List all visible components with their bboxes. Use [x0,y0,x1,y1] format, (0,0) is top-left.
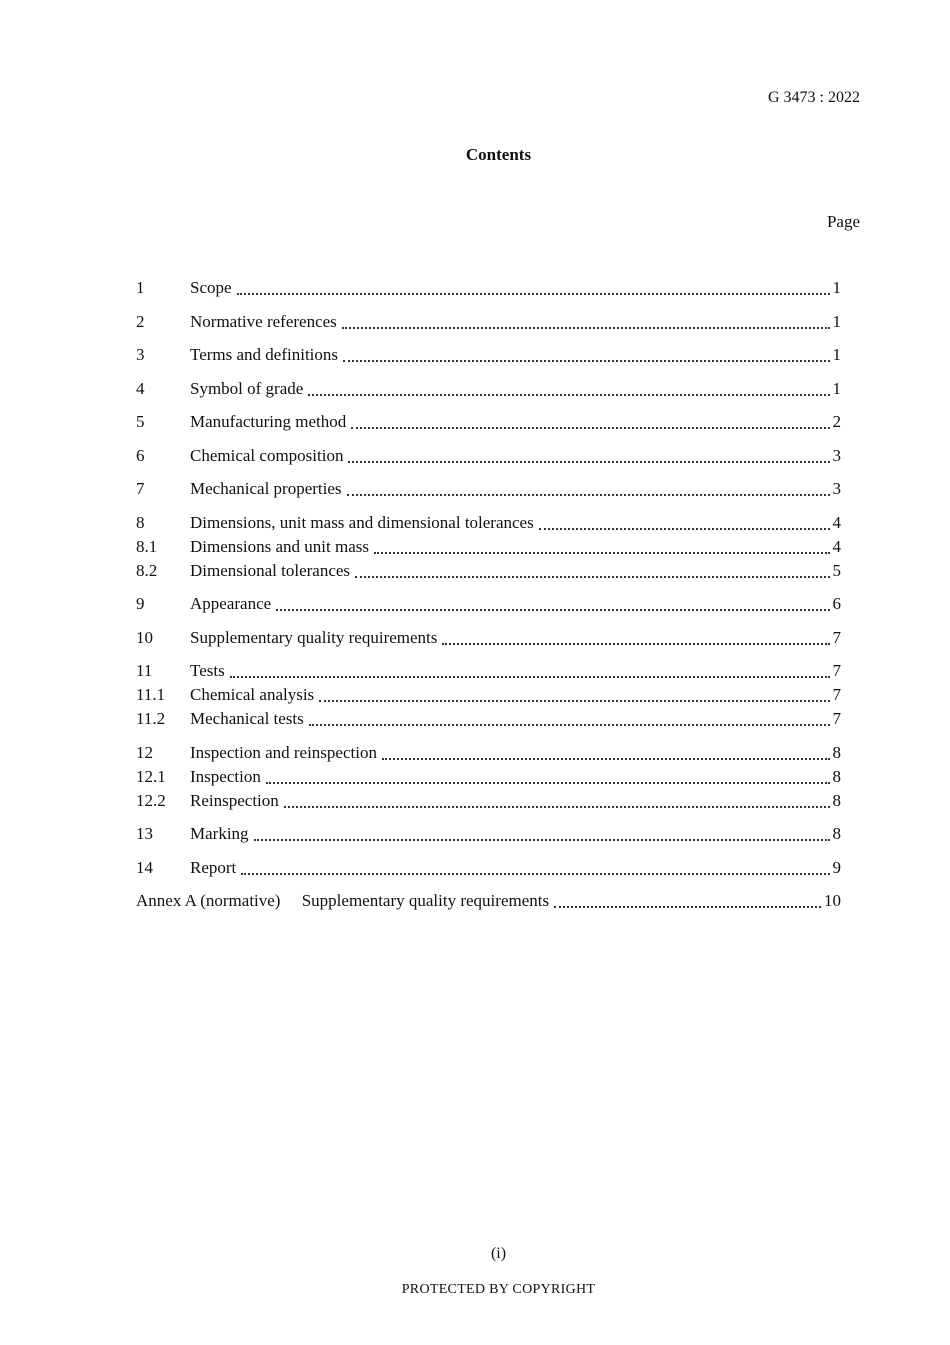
toc-entry[interactable] [136,789,841,813]
toc-entry[interactable] [136,276,841,300]
toc-entry-title: Annex A (normative) Supplementary quality requirements [136,891,550,910]
toc-entry-page: 8 [832,790,841,810]
toc-entry-title: Appearance [190,594,272,613]
toc-dot-leader [355,576,829,578]
toc-entry-page: 8 [832,766,841,786]
toc-group [136,343,841,367]
toc-entry-number: 11.1 [136,685,166,704]
toc-entry[interactable] [136,741,841,765]
toc-dot-leader [241,873,829,875]
toc-group [136,822,841,846]
toc-entry-number: 3 [136,345,145,364]
toc-dot-leader [374,552,830,554]
toc-dot-leader [382,758,830,760]
toc-entry-number: 1 [136,278,145,297]
toc-entry-title: Reinspection [190,790,279,810]
toc-entry-page: 6 [832,594,841,613]
toc-entry[interactable] [136,707,841,731]
toc-group [136,276,841,300]
toc-entry-title: Dimensions and unit mass [190,536,369,556]
toc-entry[interactable] [136,765,841,789]
toc-entry-title: Normative references [190,311,337,331]
toc-entry-title: Chemical analysis [190,685,315,704]
toc-entry[interactable] [136,592,841,616]
toc-dot-leader [237,293,830,295]
toc-entry-title: Tests [190,661,225,680]
toc-entry-number: 10 [136,627,153,647]
toc-entry-page: 4 [832,512,841,532]
toc-entry[interactable] [136,310,841,334]
toc-entry-page: 7 [832,627,841,647]
toc-dot-leader [539,528,830,530]
toc-dot-leader [348,461,829,463]
toc-entry-number: 7 [136,479,145,498]
toc-dot-leader [276,609,829,611]
toc-dot-leader [319,700,829,702]
page-title: Contents [465,145,532,164]
document-code: G 3473 : 2022 [768,89,860,106]
toc-entry[interactable] [136,511,841,535]
toc-group [136,659,841,731]
toc-dot-leader [254,839,830,841]
toc-entry-number: 11.2 [136,709,166,728]
toc-entry-title: Terms and definitions [190,345,339,364]
toc-entry-number: 8 [136,512,145,532]
toc-group [136,444,841,468]
toc-dot-leader [343,360,829,362]
toc-entry-title: Dimensional tolerances [190,560,351,580]
toc-dot-leader [342,327,830,329]
toc-entry[interactable] [136,559,841,583]
toc-dot-leader [308,394,829,396]
toc-entry-number: 11 [136,661,153,680]
toc-entry-number: 14 [136,857,153,877]
toc-entry-number: 8.2 [136,560,158,580]
toc-group [136,477,841,501]
toc-entry[interactable] [136,377,841,401]
toc-dot-leader [347,494,830,496]
toc-group [136,310,841,334]
toc-group [136,511,841,583]
toc-group [136,626,841,650]
toc-entry-number: 12 [136,742,153,762]
toc-entry-page: 1 [832,278,841,297]
toc-entry-number: 4 [136,378,145,398]
toc-entry-number: 9 [136,594,145,613]
toc-entry[interactable] [136,889,841,913]
toc-entry[interactable] [136,822,841,846]
table-of-contents [136,276,841,923]
toc-entry[interactable] [136,477,841,501]
toc-group [136,410,841,434]
toc-entry-title: Mechanical tests [190,709,304,728]
toc-entry[interactable] [136,343,841,367]
toc-entry-number: 12.2 [136,790,166,810]
toc-entry[interactable] [136,683,841,707]
toc-dot-leader [230,676,830,678]
toc-entry-number: 12.1 [136,766,166,786]
toc-entry-number: 2 [136,311,145,331]
toc-entry-title: Scope [190,278,232,297]
toc-entry[interactable] [136,410,841,434]
toc-entry-title: Chemical composition [190,445,344,465]
footer-copyright: PROTECTED BY COPYRIGHT [401,1282,596,1297]
toc-entry-page: 5 [832,560,841,580]
toc-entry-page: 4 [832,536,841,556]
toc-entry[interactable] [136,444,841,468]
toc-group [136,889,841,913]
toc-dot-leader [442,643,829,645]
toc-group [136,377,841,401]
toc-entry-number: 5 [136,412,145,431]
toc-group [136,592,841,616]
toc-entry-page: 10 [824,891,841,910]
toc-entry-title: Inspection [190,766,261,786]
toc-entry-title: Manufacturing method [190,412,347,431]
toc-entry-title: Marking [190,824,249,843]
toc-dot-leader [554,906,821,908]
toc-entry-title: Dimensions, unit mass and dimensional tolerances [190,512,534,532]
toc-entry-page: 9 [832,857,841,877]
toc-entry-page: 1 [832,311,841,331]
toc-entry-page: 7 [832,661,841,680]
toc-entry-page: 8 [832,742,841,762]
toc-group [136,856,841,880]
toc-entry-page: 1 [832,378,841,398]
toc-entry-title: Symbol of grade [190,378,304,398]
toc-entry-page: 3 [832,479,841,498]
toc-dot-leader [309,724,830,726]
toc-entry-number: 8.1 [136,536,158,556]
toc-dot-leader [351,427,829,429]
toc-entry-page: 7 [832,685,841,704]
toc-entry-title: Report [190,857,237,877]
toc-entry-title: Supplementary quality requirements [190,627,438,647]
toc-group [136,741,841,813]
toc-entry-page: 2 [832,412,841,431]
toc-entry-title: Mechanical properties [190,479,342,498]
toc-entry-page: 8 [832,824,841,843]
footer-page-number: (i) [490,1245,507,1262]
toc-entry-number: 13 [136,824,153,843]
toc-entry-page: 7 [832,709,841,728]
page-column-label: Page [826,212,860,231]
toc-entry-page: 1 [832,345,841,364]
toc-entry[interactable] [136,535,841,559]
toc-dot-leader [284,806,830,808]
toc-entry-title: Inspection and reinspection [190,742,377,762]
toc-entry[interactable] [136,659,841,683]
toc-dot-leader [266,782,830,784]
toc-entry[interactable] [136,626,841,650]
toc-entry[interactable] [136,856,841,880]
toc-entry-number: 6 [136,445,145,465]
toc-entry-page: 3 [832,445,841,465]
